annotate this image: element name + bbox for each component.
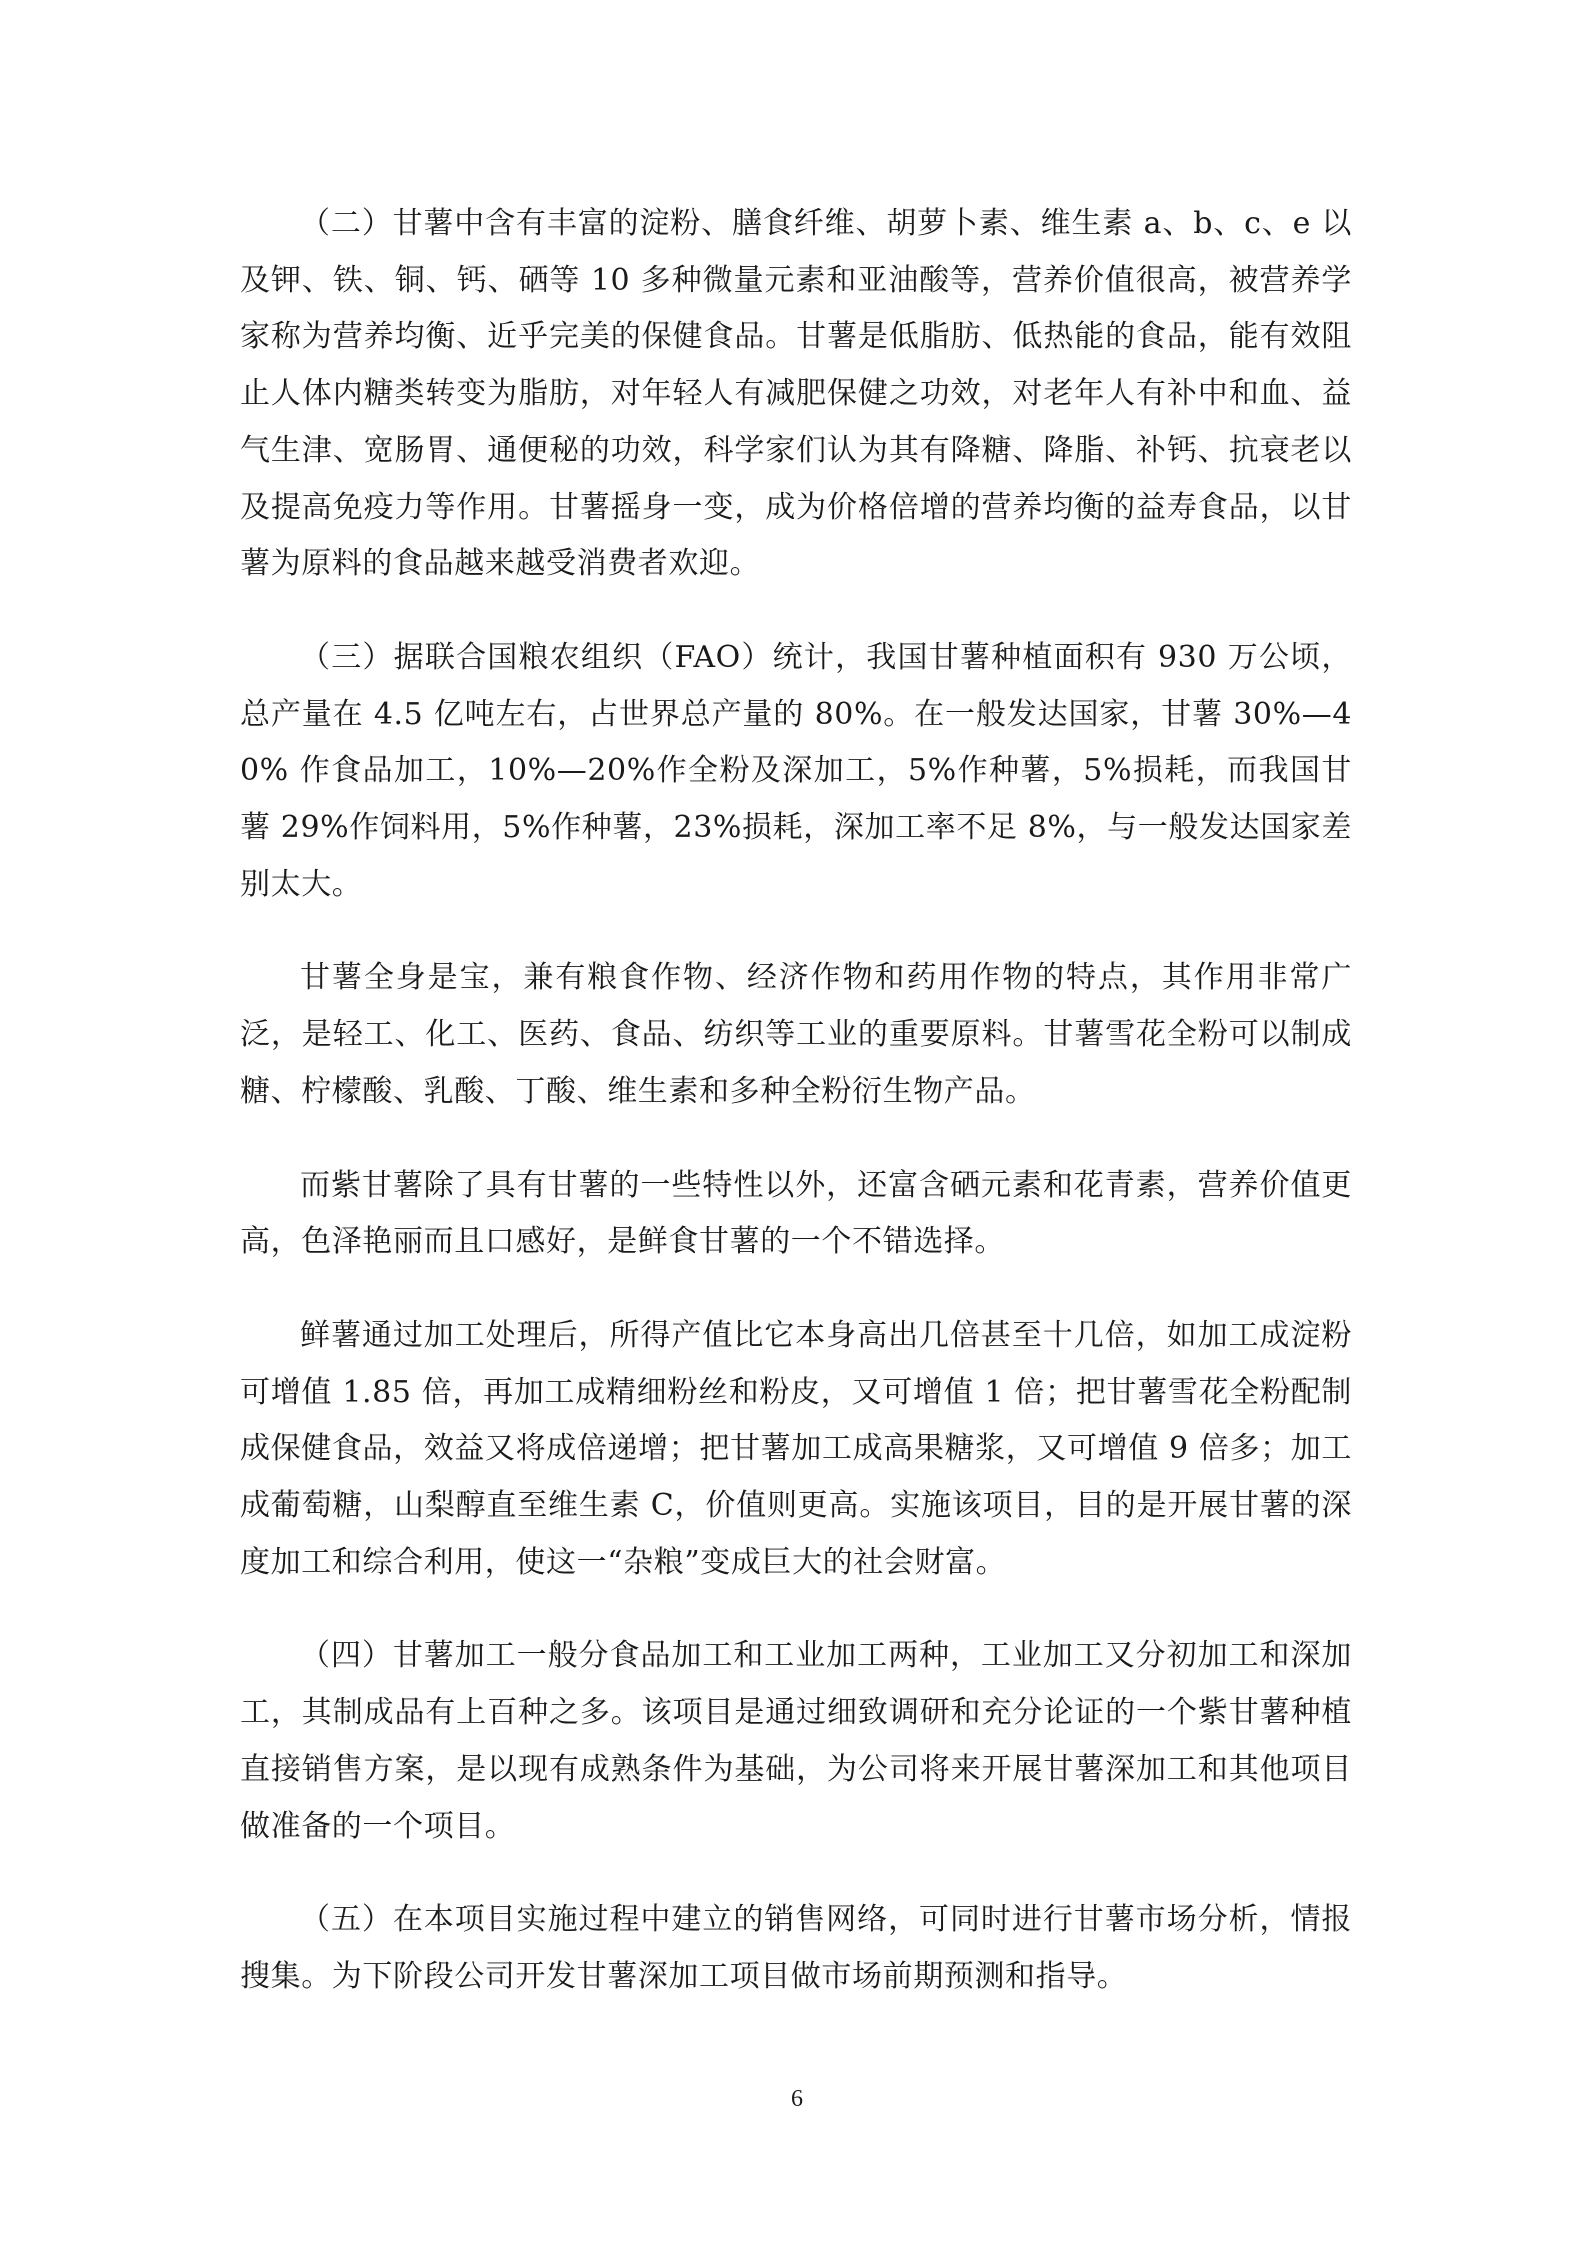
paragraph-industrial-uses: 甘薯全身是宝，兼有粮食作物、经济作物和药用作物的特点，其作用非常广泛，是轻工、化工、医药、食品、纺织等工业的重要原料。甘薯雪花全粉可以制成糖、柠檬酸、乳酸、丁酸、维生素和多种全粉衍生物产品。 bbox=[240, 960, 1352, 1109]
paragraph-processing-categories: （四）甘薯加工一般分食品加工和工业加工两种，工业加工又分初加工和深加工，其制成品有上百种之多。该项目是通过细致调研和充分论证的一个紫甘薯种植直接销售方案，是以现有成熟条件为基础，为公司将来开展甘薯深加工和其他项目做准备的一个项目。 bbox=[240, 1638, 1352, 1844]
page-number: 6 bbox=[791, 2086, 803, 2112]
paragraph-nutrition: （二）甘薯中含有丰富的淀粉、膳食纤维、胡萝卜素、维生素 a、b、c、e 以及钾、铁、铜、钙、硒等 10 多种微量元素和亚油酸等，营养价值很高，被营养学家称为营养均衡、近乎完美的保健食品。甘薯是低脂肪、低热能的食品，能有效阻止人体内糖类转变为脂肪，对年轻人有减肥保健之功效，对老年人有补中和血、益气生津、宽肠胃、通便秘的功效，科学家们认为其有降糖、降脂、补钙、抗衰老以及提高免疫力等作用。甘薯摇身一变，成为价格倍增的营养均衡的益寿食品，以甘薯为原料的食品越来越受消费者欢迎。 bbox=[240, 206, 1352, 582]
paragraph-value-added-processing: 鲜薯通过加工处理后，所得产值比它本身高出几倍甚至十几倍，如加工成淀粉可增值 1.85 倍，再加工成精细粉丝和粉皮，又可增值 1 倍；把甘薯雪花全粉配制成保健食品，效益又将成倍递增；把甘薯加工成高果糖浆，又可增值 9 倍多；加工成葡萄糖，山梨醇直至维生素 C，价值则更高。实施该项目，目的是开展甘薯的深度加工和综合利用，使这一“杂粮”变成巨大的社会财富。 bbox=[240, 1317, 1352, 1580]
paragraph-purple-sweet-potato: 而紫甘薯除了具有甘薯的一些特性以外，还富含硒元素和花青素，营养价值更高，色泽艳丽而且口感好，是鲜食甘薯的一个不错选择。 bbox=[240, 1167, 1352, 1260]
body-text bbox=[240, 196, 1352, 2043]
paragraph-sales-network: （五）在本项目实施过程中建立的销售网络，可同时进行甘薯市场分析，情报搜集。为下阶段公司开发甘薯深加工项目做市场前期预测和指导。 bbox=[240, 1902, 1352, 1994]
paragraph-fao-statistics: （三）据联合国粮农组织（FAO）统计，我国甘薯种植面积有 930 万公顷，总产量在 4.5 亿吨左右，占世界总产量的 80%。在一般发达国家，甘薯 30%—40% 作食品加工，10%—20%作全粉及深加工，5%作种薯，5%损耗，而我国甘薯 29%作饲料用，5%作种薯，23%损耗，深加工率不足 8%，与一般发达国家差别太大。 bbox=[240, 639, 1352, 902]
